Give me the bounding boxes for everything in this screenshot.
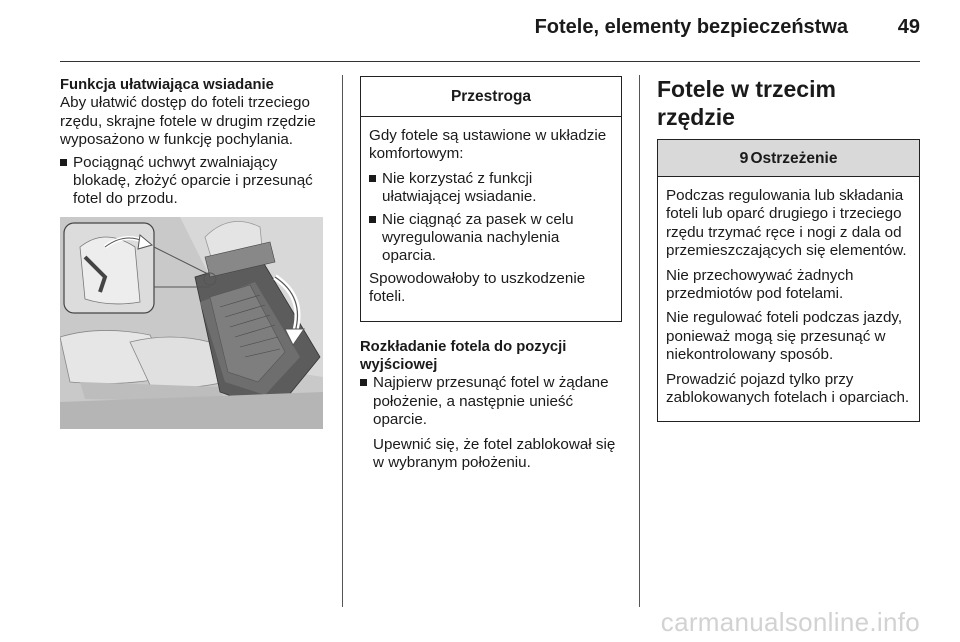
column-divider-left: [342, 75, 343, 607]
warning-paragraph: Podczas regulowania lub składania foteli lub oparć drugiego i trzeciego rzędu trzymać ręce i nogi z dala od przemieszczających się elementów.: [666, 187, 907, 260]
section-heading-reset-seat: Rozkładanie fotela do pozycji wyjściowej: [360, 338, 567, 374]
caution-outro: Spowodowałoby to uszkodzenie foteli.: [369, 269, 586, 306]
bullet-square-icon: [369, 175, 376, 182]
list-item-text: Najpierw przesunąć fotel w żądane położenie, a następnie unieść oparcie.: [373, 374, 609, 429]
section-heading-third-row: Fotele w trzecim rzędzie: [657, 76, 836, 130]
watermark: carmanualsonline.info: [660, 607, 920, 637]
warning-paragraph: Prowadzić pojazd tylko przy zablokowanych fotelach i oparciach.: [666, 370, 910, 407]
page-number: 49: [897, 16, 920, 38]
warning-triangle-icon: 9: [739, 150, 749, 167]
caution-intro: Gdy fotele są ustawione w układzie komfortowym:: [369, 127, 607, 163]
reset-seat-note: Upewnić się, że fotel zablokował się w wybranym położeniu.: [373, 435, 616, 472]
warning-paragraph: Nie przechowywać żadnych przedmiotów pod fotelami.: [666, 266, 854, 303]
warning-box: [657, 139, 920, 422]
seat-illustration: [60, 217, 323, 429]
page-title: Fotele, elementy bezpieczeństwa: [534, 16, 848, 38]
list-item-text: Nie korzystać z funkcji ułatwiającej wsiadanie.: [382, 169, 537, 206]
list-item: [369, 211, 613, 266]
list-item-text: Nie ciągnąć za pasek w celu wyregulowania nachylenia oparcia.: [382, 210, 574, 265]
caution-box: [360, 76, 622, 322]
page-header: [60, 0, 920, 62]
bullet-square-icon: [369, 216, 376, 223]
column-2: [360, 76, 622, 477]
warning-box-title: Ostrzeżenie: [750, 150, 838, 167]
list-item: [369, 170, 613, 207]
column-divider-right: [639, 75, 640, 607]
list-item: [360, 374, 622, 429]
bullet-square-icon: [360, 379, 367, 386]
warning-box-header: [658, 140, 919, 177]
column-3: [657, 76, 920, 422]
entry-function-intro: Aby ułatwić dostęp do foteli trzeciego rzędu, skrajne fotele w drugim rzędzie wyposażono w funkcję pochylania.: [60, 94, 316, 149]
list-item: [60, 154, 326, 209]
warning-paragraph: Nie regulować foteli podczas jazdy, ponieważ mogą się przesunąć w niekontrolowany sposób.: [666, 309, 903, 364]
list-item-text: Pociągnąć uchwyt zwalniający blokadę, złożyć oparcie i przesunąć fotel do przodu.: [73, 153, 313, 208]
caution-box-title: Przestroga: [361, 77, 621, 117]
seat-illustration-drawing: [60, 217, 323, 429]
section-heading-entry-function: Funkcja ułatwiająca wsiadanie: [60, 77, 274, 93]
bullet-square-icon: [60, 159, 67, 166]
column-1: [60, 76, 326, 429]
